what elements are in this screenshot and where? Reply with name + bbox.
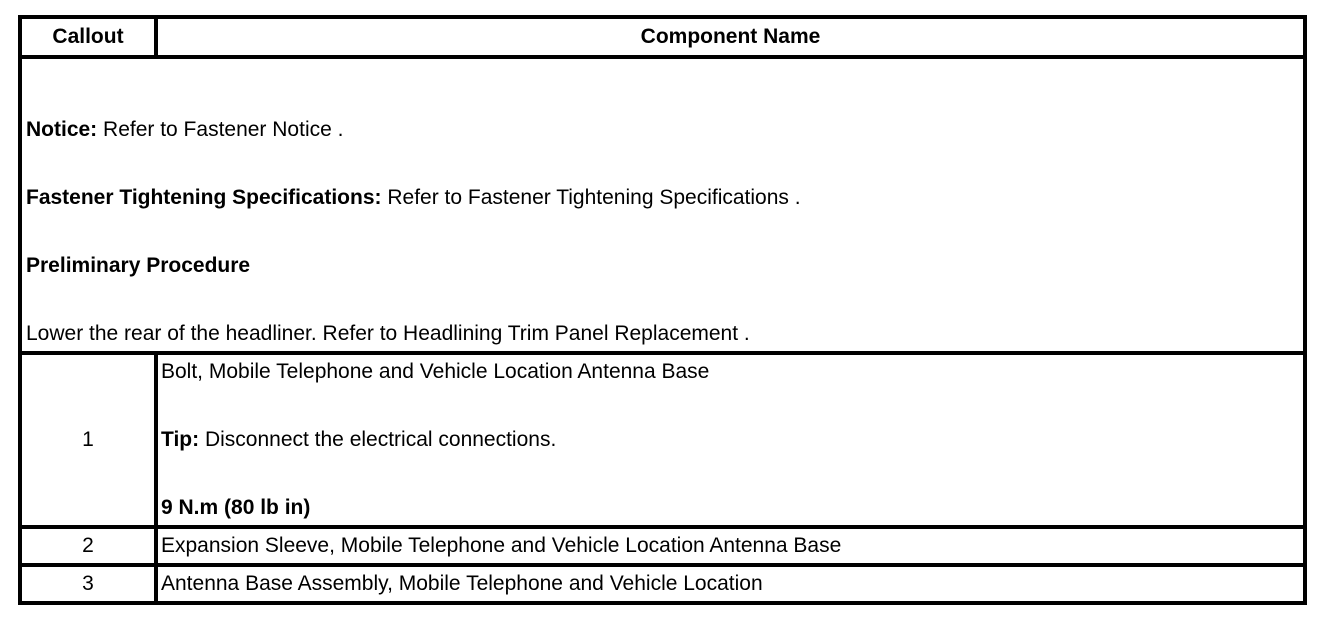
intro-row (20, 57, 1305, 353)
tip-label: Tip: (161, 428, 200, 451)
spacer (26, 283, 1303, 317)
torque-spec (161, 491, 1303, 525)
fastener-spec-text: Refer to Fastener Tightening Specifications . (381, 186, 801, 209)
callout-cell: 3 (20, 565, 156, 603)
spacer (26, 215, 1303, 249)
component-name: Bolt, Mobile Telephone and Vehicle Location Antenna Base (161, 360, 710, 383)
callout-cell: 1 (20, 353, 156, 527)
table-row (20, 353, 1305, 527)
notice-line (26, 113, 1303, 147)
tip-text: Disconnect the electrical connections. (199, 428, 557, 451)
component-name-column-header: Component Name (156, 17, 1305, 57)
component-name-cell: Antenna Base Assembly, Mobile Telephone and Vehicle Location (156, 565, 1305, 603)
notice-text: Refer to Fastener Notice . (97, 118, 344, 141)
table-row (20, 565, 1305, 603)
component-table (18, 15, 1307, 605)
notice-label: Notice: (26, 118, 98, 141)
table-header-row (20, 17, 1305, 57)
torque-value: 9 N.m (80 lb in) (161, 496, 311, 519)
spacer (26, 147, 1303, 181)
tip-line (161, 423, 1303, 457)
component-name-cell (156, 353, 1305, 527)
table-row (20, 527, 1305, 565)
component-name-cell: Expansion Sleeve, Mobile Telephone and Vehicle Location Antenna Base (156, 527, 1305, 565)
preliminary-text: Lower the rear of the headliner. Refer to Headlining Trim Panel Replacement . (26, 322, 750, 345)
intro-cell (20, 57, 1305, 353)
callout-cell: 2 (20, 527, 156, 565)
preliminary-heading (26, 249, 1303, 283)
preliminary-heading-text: Preliminary Procedure (26, 254, 251, 277)
spacer (161, 457, 1303, 491)
callout-column-header: Callout (20, 17, 156, 57)
spacer (161, 389, 1303, 423)
fastener-spec-label: Fastener Tightening Specifications: (26, 186, 382, 209)
fastener-spec-line (26, 181, 1303, 215)
